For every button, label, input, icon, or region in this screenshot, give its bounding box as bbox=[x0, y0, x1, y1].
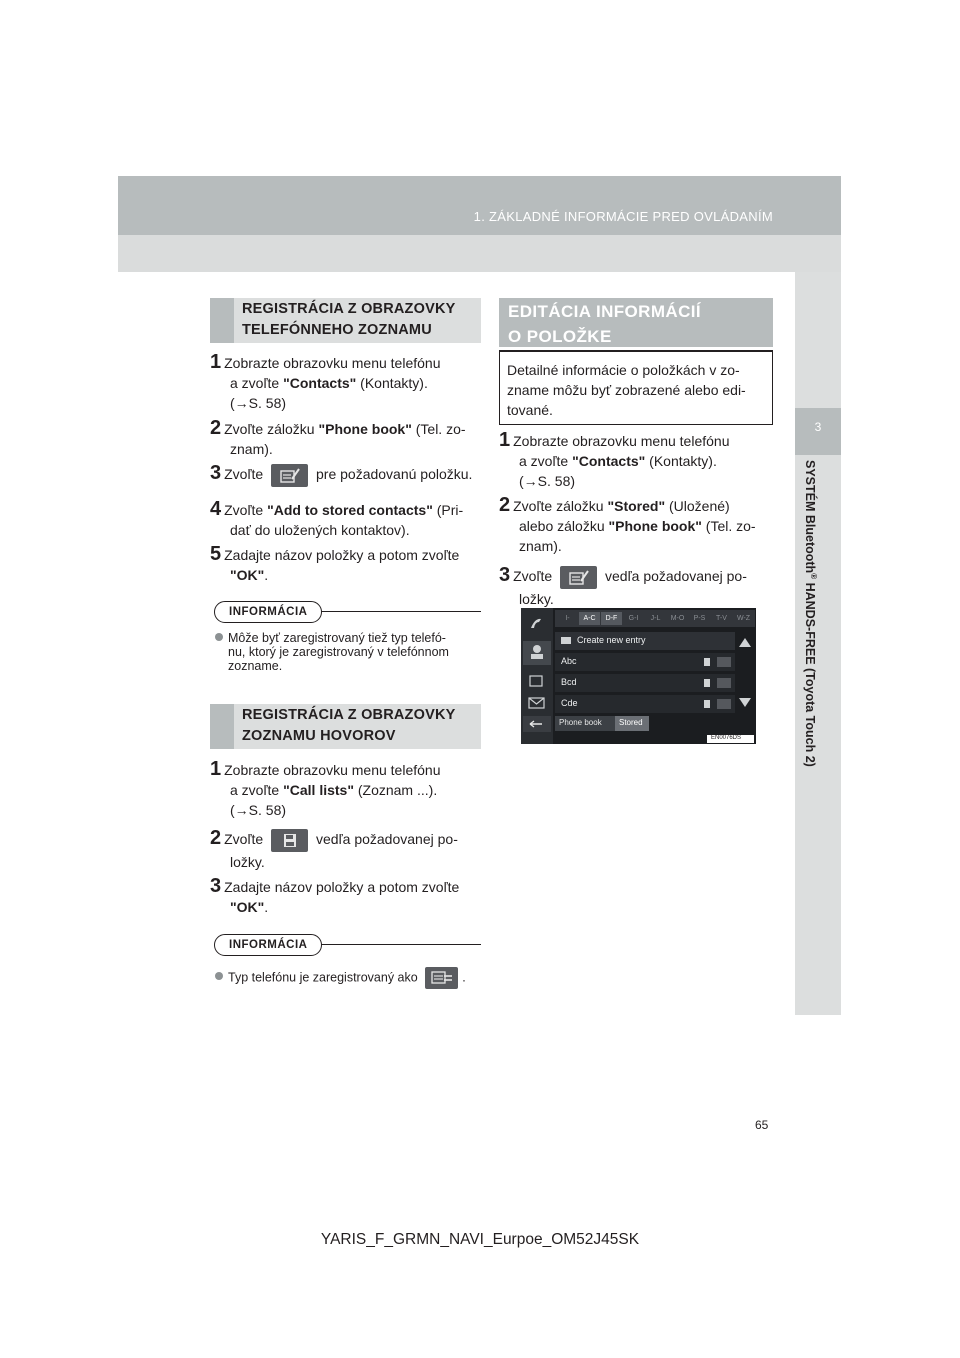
bullet-icon bbox=[215, 972, 223, 980]
info-label: INFORMÁCIA bbox=[214, 601, 322, 623]
step-1: 1 Zobrazte obrazovku menu telefónu a zvoľte "Call lists" (Zoznam ...). (→S. 58) bbox=[210, 758, 441, 818]
side-tab-title: SYSTÉM Bluetooth® HANDS-FREE (Toyota Touch 2) bbox=[802, 460, 818, 767]
letter-tab: J-L bbox=[650, 615, 661, 622]
step-1: 1 Zobrazte obrazovku menu telefónu a zvoľte "Contacts" (Kontakty). (→S. 58) bbox=[499, 429, 730, 489]
edit-entry-icon bbox=[271, 464, 308, 487]
document-code: YARIS_F_GRMN_NAVI_Eurpoe_OM52J45SK bbox=[320, 1231, 640, 1248]
letter-tab: T-V bbox=[716, 615, 727, 622]
image-code: EN0076DS bbox=[711, 735, 742, 741]
header-band bbox=[118, 176, 841, 235]
tab-phone-book-label: Phone book bbox=[559, 718, 602, 727]
section-accent bbox=[210, 704, 234, 749]
letter-tab: I- bbox=[565, 615, 570, 622]
scroll-up-icon bbox=[739, 638, 751, 647]
save-icon bbox=[271, 829, 308, 852]
letter-tab: M-O bbox=[670, 615, 685, 622]
header-band-lower bbox=[118, 235, 841, 272]
letter-tabs bbox=[557, 612, 755, 625]
step-3: 3 Zadajte názov položky a potom zvoľte "OK". bbox=[210, 875, 460, 915]
letter-tab: A-C bbox=[579, 612, 600, 625]
contacts-screen-image bbox=[521, 608, 756, 744]
page-number: 65 bbox=[755, 1118, 769, 1132]
info-note: Typ telefónu je zaregistrovaný ako . bbox=[215, 967, 490, 989]
row-phone-icon bbox=[704, 658, 710, 708]
step-3: 3 Zvoľte vedľa požadovanej po- ložky. bbox=[499, 564, 747, 607]
create-entry-icon bbox=[561, 637, 571, 644]
letter-tab: G-I bbox=[628, 615, 639, 622]
info-label: INFORMÁCIA bbox=[214, 934, 322, 956]
info-note: Môže byť zaregistrovaný tiež typ telefó- nu, ktorý je zaregistrovaný v telefónnom zozname. bbox=[215, 631, 485, 673]
entry-name: Abc bbox=[561, 656, 577, 666]
entry-name: Bcd bbox=[561, 677, 577, 687]
section-description: Detailné informácie o položkách v zo- zname môžu byť zobrazené alebo edi- tované. bbox=[507, 362, 746, 418]
contacts-icon bbox=[533, 645, 541, 653]
chapter-title: 1. ZÁKLADNÉ INFORMÁCIE PRED OVLÁDANÍM bbox=[473, 209, 773, 224]
section-title-edit: EDITÁCIA INFORMÁCIÍ O POLOŽKE bbox=[508, 302, 702, 346]
create-entry-label: Create new entry bbox=[577, 635, 646, 645]
side-tab-top bbox=[795, 272, 841, 408]
step-5: 5 Zadajte názov položky a potom zvoľte "OK". bbox=[210, 543, 460, 583]
side-tab-number: 3 bbox=[814, 420, 822, 434]
row-edit-icon bbox=[717, 657, 731, 709]
letter-tab: D-F bbox=[601, 612, 622, 625]
entry-name: Cde bbox=[561, 698, 578, 708]
edit-entry-icon bbox=[560, 566, 597, 589]
step-3: 3 Zvoľte pre požadovanú položku. bbox=[210, 463, 485, 487]
letter-tab: W-Z bbox=[736, 615, 751, 622]
phone-type-icon bbox=[425, 967, 458, 989]
section-title-calllist: REGISTRÁCIA Z OBRAZOVKY ZOZNAMU HOVOROV bbox=[242, 707, 456, 744]
section-title-phonebook: REGISTRÁCIA Z OBRAZOVKY TELEFÓNNEHO ZOZNAMU bbox=[242, 301, 456, 338]
step-1: 1 Zobrazte obrazovku menu telefónu a zvoľte "Contacts" (Kontakty). (→S. 58) bbox=[210, 351, 441, 411]
scroll-down-icon bbox=[739, 698, 751, 707]
step-2: 2 Zvoľte záložku "Stored" (Uložené) alebo záložku "Phone book" (Tel. zo- znam). bbox=[499, 494, 756, 554]
tab-stored-label: Stored bbox=[619, 718, 643, 727]
section-accent bbox=[210, 298, 234, 343]
step-4: 4 Zvoľte "Add to stored contacts" (Pri- dať do uložených kontaktov). bbox=[210, 498, 464, 538]
bullet-icon bbox=[215, 633, 223, 641]
step-2: 2 Zvoľte záložku "Phone book" (Tel. zo- znam). bbox=[210, 417, 466, 457]
step-2: 2 Zvoľte vedľa požadovanej po- ložky. bbox=[210, 827, 458, 870]
letter-tab: P-S bbox=[693, 615, 706, 622]
